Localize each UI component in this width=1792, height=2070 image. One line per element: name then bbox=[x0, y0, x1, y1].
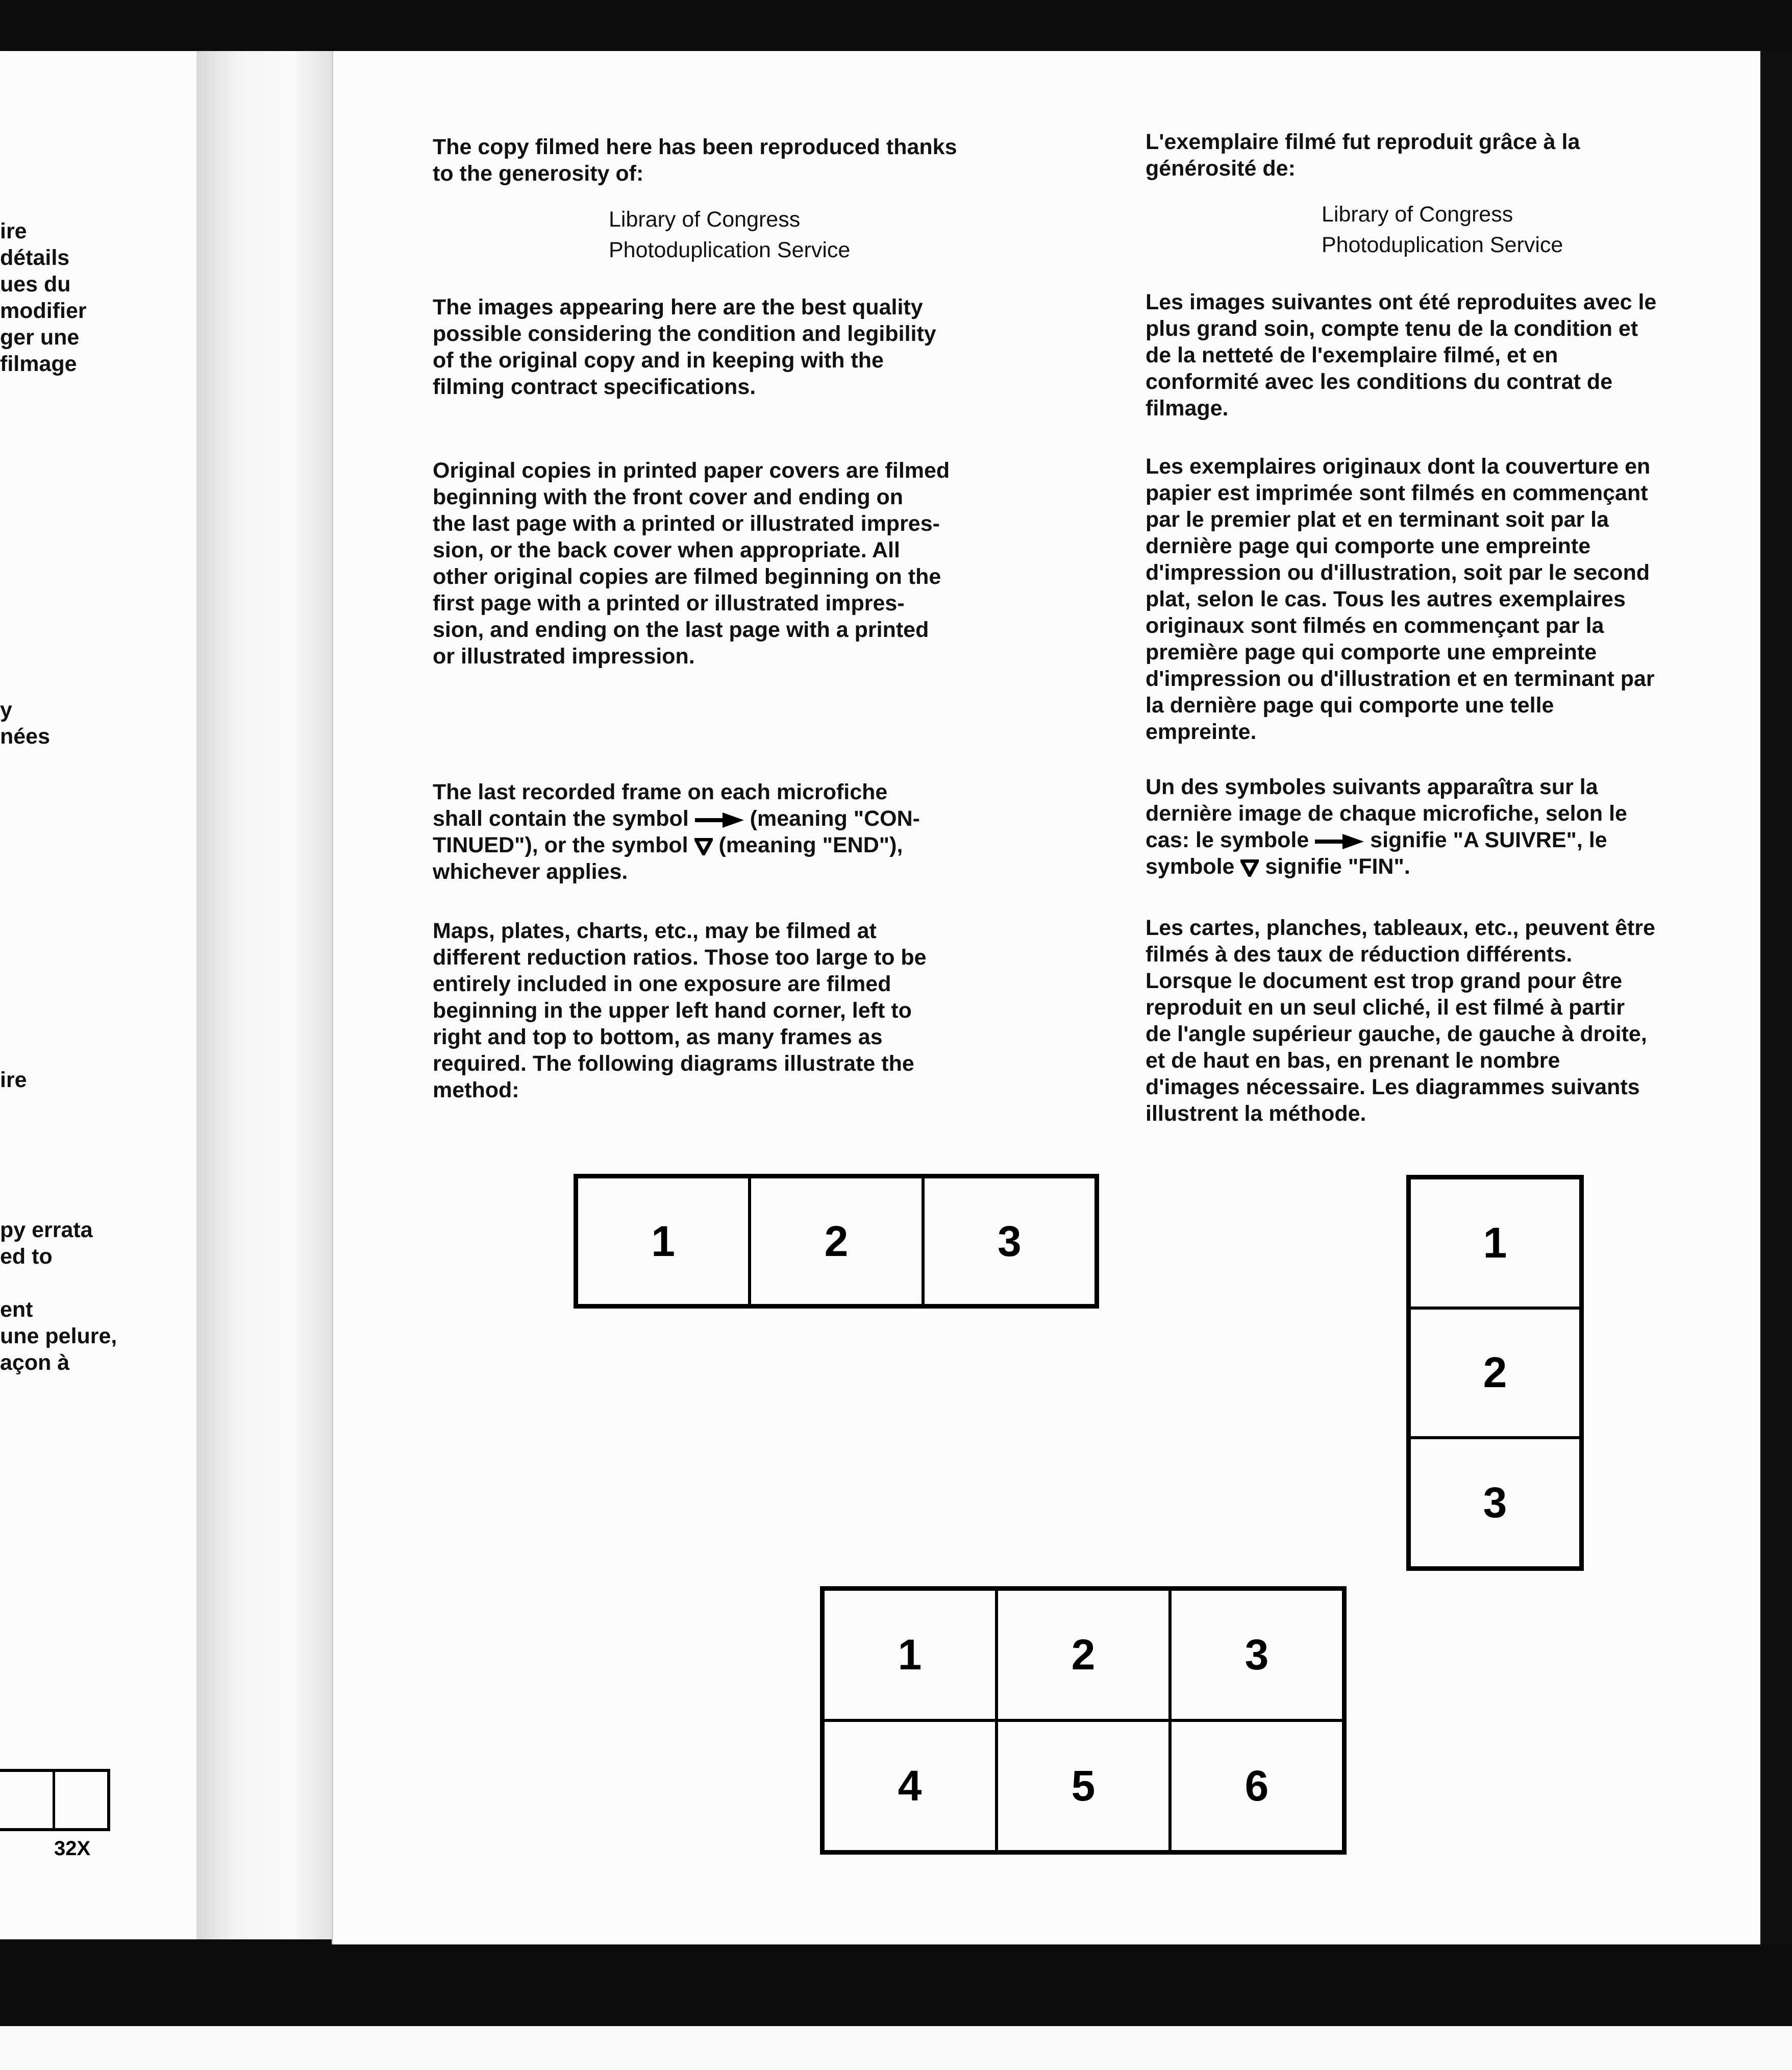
text-line: reproduit en un seul cliché, il est filmé à partir bbox=[1146, 995, 1625, 1020]
text-line: originaux sont filmés en commençant par la bbox=[1146, 613, 1604, 638]
text-line: de la netteté de l'exemplaire filmé, et en bbox=[1146, 343, 1558, 367]
french-library-name bbox=[1322, 199, 1563, 260]
text-line: sion, or the back cover when appropriate. All bbox=[433, 538, 900, 562]
text-line: dernière page qui comporte une empreinte bbox=[1146, 534, 1591, 558]
frame-cell: 1 bbox=[1409, 1178, 1581, 1308]
french-maps-paragraph bbox=[1146, 915, 1655, 1127]
text-line: empreinte. bbox=[1146, 720, 1257, 744]
left-fragment: ger une bbox=[0, 325, 80, 350]
text-line: method: bbox=[433, 1078, 519, 1102]
left-fragment: ent bbox=[0, 1297, 33, 1322]
horizontal-frames-diagram bbox=[574, 1174, 1099, 1309]
frame-cell: 1 bbox=[577, 1177, 750, 1305]
left-fragment: ire bbox=[0, 219, 27, 243]
left-fragment: modifier bbox=[0, 299, 87, 323]
text-line: first page with a printed or illustrated impres- bbox=[433, 591, 905, 615]
text-line: The images appearing here are the best quality bbox=[433, 295, 923, 319]
vertical-frames-diagram bbox=[1406, 1175, 1584, 1571]
text-line: or illustrated impression. bbox=[433, 644, 695, 669]
page-fold bbox=[196, 51, 332, 1939]
english-acknowledgement bbox=[433, 134, 957, 187]
text-line: of the original copy and in keeping with the bbox=[433, 348, 884, 373]
text-line: sion, and ending on the last page with a printed bbox=[433, 618, 929, 642]
text-line: et de haut en bas, en prenant le nombre bbox=[1146, 1048, 1560, 1073]
text-line: papier est imprimée sont filmés en commençant bbox=[1146, 481, 1648, 505]
grid-frames-diagram bbox=[820, 1586, 1347, 1855]
text-line: Un des symboles suivants apparaîtra sur la bbox=[1146, 775, 1598, 799]
text-line: conformité avec les conditions du contrat de bbox=[1146, 369, 1613, 394]
text-line: other original copies are filmed beginning on the bbox=[433, 564, 941, 589]
text-line: d'images nécessaire. Les diagrammes suivants bbox=[1146, 1075, 1640, 1099]
text-line: illustrent la méthode. bbox=[1146, 1101, 1366, 1126]
english-symbols-paragraph bbox=[433, 779, 920, 885]
text-line: the last page with a printed or illustrated impres- bbox=[433, 511, 940, 536]
text-line: required. The following diagrams illustrate the bbox=[433, 1051, 914, 1076]
left-fragment: y bbox=[0, 698, 12, 722]
text-line: d'impression ou d'illustration et en terminant par bbox=[1146, 667, 1655, 691]
text-line: Library of Congress bbox=[1322, 202, 1513, 227]
text-line: beginning with the front cover and ending on bbox=[433, 485, 904, 509]
text-line: The last recorded frame on each microfiche bbox=[433, 780, 888, 804]
left-fragment: ues du bbox=[0, 272, 71, 297]
english-maps-paragraph bbox=[433, 918, 927, 1103]
frame-cell: 3 bbox=[923, 1177, 1096, 1305]
left-fragment: açon à bbox=[0, 1350, 70, 1375]
text-line: plus grand soin, compte tenu de la condition et bbox=[1146, 316, 1638, 341]
left-fragment: filmage bbox=[0, 352, 77, 376]
text-line: entirely included in one exposure are filmed bbox=[433, 972, 891, 996]
frame-cell: 2 bbox=[1409, 1308, 1581, 1438]
text-line: cas: le symbole signifie "A SUIVRE", le bbox=[1146, 828, 1607, 852]
frame-cell: 3 bbox=[1409, 1438, 1581, 1568]
text-line: première page qui comporte une empreinte bbox=[1146, 640, 1597, 664]
end-triangle-icon bbox=[1240, 859, 1259, 877]
text-line: Photoduplication Service bbox=[609, 238, 851, 262]
text-line: par le premier plat et en terminant soit par la bbox=[1146, 507, 1609, 532]
frame-cell: 2 bbox=[750, 1177, 923, 1305]
text-line: Lorsque le document est trop grand pour être bbox=[1146, 969, 1623, 993]
text-line: right and top to bottom, as many frames as bbox=[433, 1025, 883, 1049]
frame-cell: 6 bbox=[1170, 1720, 1343, 1852]
french-symbols-paragraph bbox=[1146, 774, 1627, 880]
left-fragment: ed to bbox=[0, 1244, 53, 1269]
right-border bbox=[1760, 51, 1792, 1944]
continued-arrow-icon bbox=[695, 812, 744, 828]
text-line: générosité de: bbox=[1146, 156, 1296, 181]
text-line: Original copies in printed paper covers are filmed bbox=[433, 458, 950, 483]
left-fragment: ire bbox=[0, 1068, 27, 1092]
frame-cell: 2 bbox=[997, 1589, 1170, 1720]
end-triangle-icon bbox=[694, 838, 713, 855]
text-line: plat, selon le cas. Tous les autres exemplaires bbox=[1146, 587, 1626, 611]
resolution-marker-box bbox=[0, 1769, 110, 1831]
text-line: Photoduplication Service bbox=[1322, 233, 1563, 257]
resolution-marker-label: 32X bbox=[54, 1837, 91, 1860]
frame-cell: 4 bbox=[823, 1720, 997, 1852]
frame-cell: 3 bbox=[1170, 1589, 1343, 1720]
text-line: different reduction ratios. Those too large to be bbox=[433, 945, 927, 970]
text-line: TINUED"), or the symbol (meaning "END"), bbox=[433, 833, 903, 857]
continued-arrow-icon bbox=[1315, 834, 1364, 849]
text-line: L'exemplaire filmé fut reproduit grâce à la bbox=[1146, 130, 1580, 154]
text-line: beginning in the upper left hand corner, left to bbox=[433, 998, 912, 1023]
text-line: The copy filmed here has been reproduced thanks bbox=[433, 135, 957, 159]
text-line: to the generosity of: bbox=[433, 161, 644, 186]
text-line: symbole signifie "FIN". bbox=[1146, 854, 1410, 879]
english-quality-paragraph bbox=[433, 294, 936, 400]
bottom-strip bbox=[0, 2026, 1792, 2070]
french-covers-paragraph bbox=[1146, 453, 1655, 745]
text-line: dernière image de chaque microfiche, selon le bbox=[1146, 801, 1627, 826]
english-covers-paragraph bbox=[433, 457, 950, 670]
frame-cell: 5 bbox=[997, 1720, 1170, 1852]
left-fragment: une pelure, bbox=[0, 1324, 117, 1348]
text-line: Maps, plates, charts, etc., may be filmed at bbox=[433, 919, 877, 943]
english-library-name bbox=[609, 204, 850, 265]
text-line: Les cartes, planches, tableaux, etc., peuvent être bbox=[1146, 916, 1655, 940]
text-line: possible considering the condition and legibility bbox=[433, 322, 936, 346]
text-line: shall contain the symbol (meaning "CON- bbox=[433, 806, 920, 831]
text-line: Les exemplaires originaux dont la couverture en bbox=[1146, 454, 1651, 479]
text-line: d'impression ou d'illustration, soit par le second bbox=[1146, 560, 1650, 585]
left-fragment: détails bbox=[0, 245, 70, 270]
french-quality-paragraph bbox=[1146, 289, 1656, 422]
text-line: Les images suivantes ont été reproduites avec le bbox=[1146, 290, 1657, 314]
frame-cell: 1 bbox=[823, 1589, 997, 1720]
french-acknowledgement bbox=[1146, 129, 1580, 182]
text-line: de l'angle supérieur gauche, de gauche à droite, bbox=[1146, 1022, 1647, 1046]
text-line: filmage. bbox=[1146, 396, 1229, 421]
left-fragment: nées bbox=[0, 724, 51, 749]
text-line: filming contract specifications. bbox=[433, 375, 756, 399]
text-line: Library of Congress bbox=[609, 207, 801, 232]
text-line: filmés à des taux de réduction différents. bbox=[1146, 942, 1573, 967]
left-fragment: py errata bbox=[0, 1218, 93, 1242]
text-line: whichever applies. bbox=[433, 859, 628, 884]
text-line: la dernière page qui comporte une telle bbox=[1146, 693, 1554, 718]
